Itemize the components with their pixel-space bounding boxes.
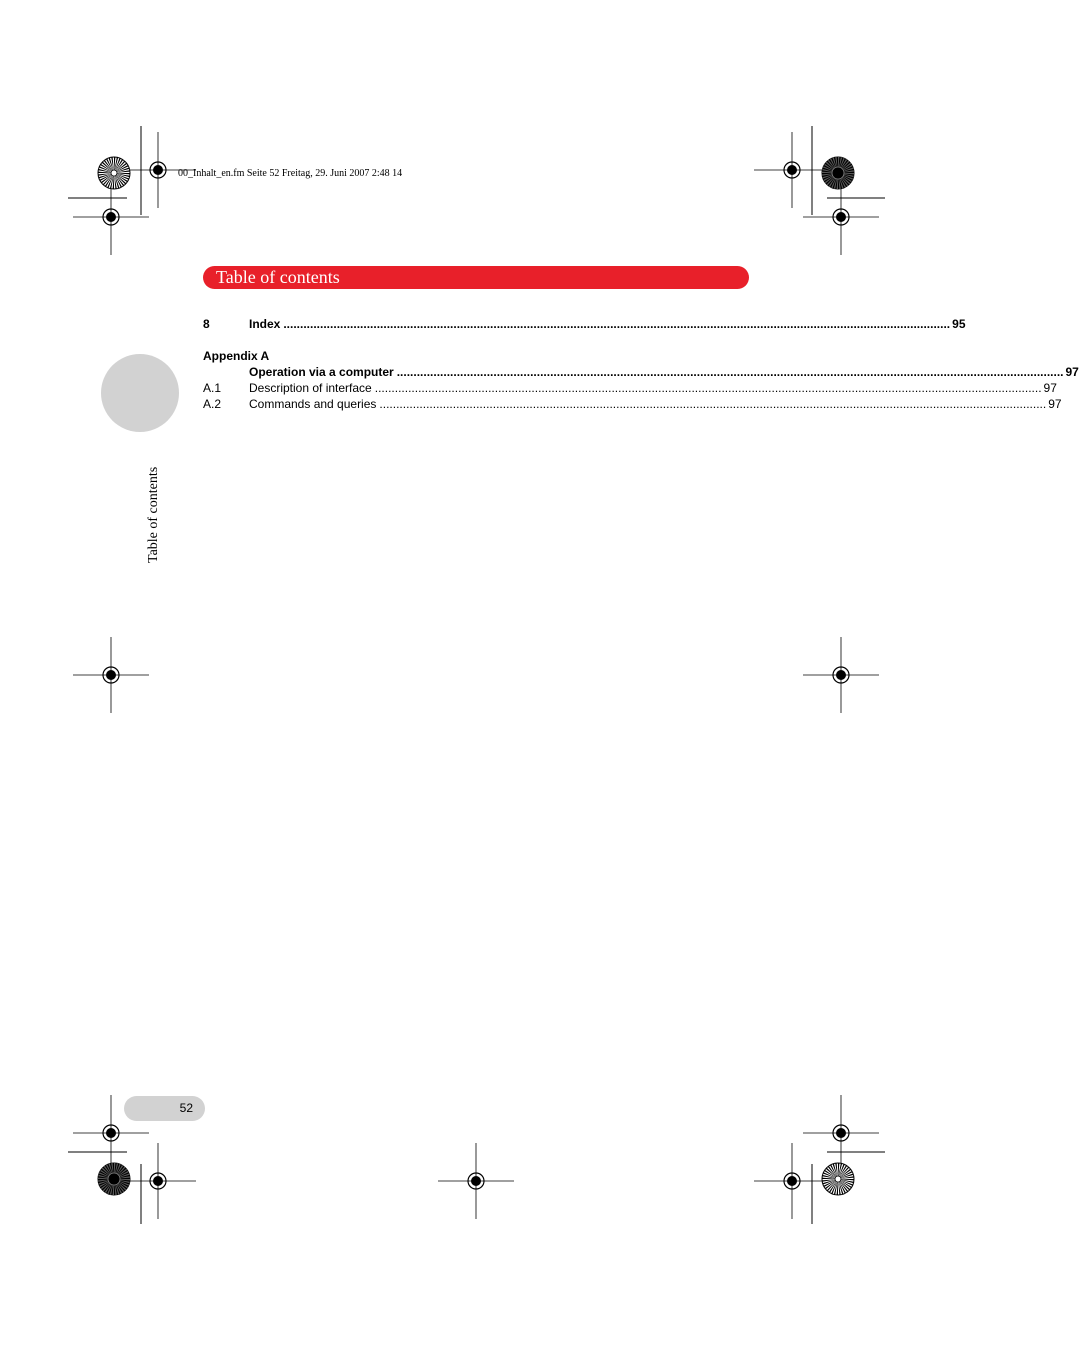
registration-mark-icon: [73, 179, 149, 255]
toc-entry-number: 8: [203, 317, 210, 331]
toc-entry-page: 97: [1048, 397, 1062, 411]
registration-mark-icon: [803, 179, 879, 255]
page-number: 52: [179, 1101, 193, 1115]
toc-entry-number: A.2: [203, 397, 222, 411]
toc-entry-page: 97: [1043, 381, 1057, 395]
star-target-icon: [98, 157, 130, 189]
section-tab-circle: [101, 354, 179, 432]
registration-mark-icon: [120, 1143, 196, 1219]
print-slug: 00_Inhalt_en.fm Seite 52 Freitag, 29. Juni 2007 2:48 14: [178, 168, 403, 179]
toc-entry-page: 97: [1065, 365, 1079, 379]
toc-entry-page: 95: [952, 317, 966, 331]
appendix-heading: Appendix A: [203, 349, 270, 363]
side-section-label: Table of contents: [146, 466, 161, 563]
dot-leader: ........................................................................................................................................................................................................: [374, 381, 1042, 395]
registration-mark-icon: [754, 132, 830, 208]
toc-entry-title: Description of interface: [249, 381, 372, 395]
toc-entry-title: Index: [249, 317, 281, 331]
toc-entry-title: Commands and queries: [249, 397, 377, 411]
toc-entry[interactable]: [203, 380, 1057, 396]
toc-heading: [203, 348, 749, 364]
registration-mark-icon: [754, 1143, 830, 1219]
page-number-tab: [124, 1096, 205, 1121]
toc-entry[interactable]: [203, 316, 966, 332]
toc-entry-title: Operation via a computer: [249, 365, 394, 379]
star-target-icon: [822, 1163, 854, 1195]
dot-leader: ........................................................................................................................................................................................................: [396, 365, 1064, 379]
toc-entry-number: A.1: [203, 381, 222, 395]
registration-mark-icon: [438, 1143, 514, 1219]
star-target-icon: [822, 157, 854, 189]
toc-entry[interactable]: [203, 364, 1079, 380]
registration-mark-icon: [803, 637, 879, 713]
toc-entry[interactable]: [203, 396, 1062, 412]
dot-leader: ........................................................................................................................................................................................................: [283, 317, 951, 331]
title-banner: [203, 266, 749, 289]
star-target-icon: [98, 1163, 130, 1195]
dot-leader: ........................................................................................................................................................................................................: [379, 397, 1047, 411]
registration-mark-icon: [803, 1095, 879, 1171]
registration-mark-icon: [73, 637, 149, 713]
page-title: Table of contents: [216, 267, 340, 287]
